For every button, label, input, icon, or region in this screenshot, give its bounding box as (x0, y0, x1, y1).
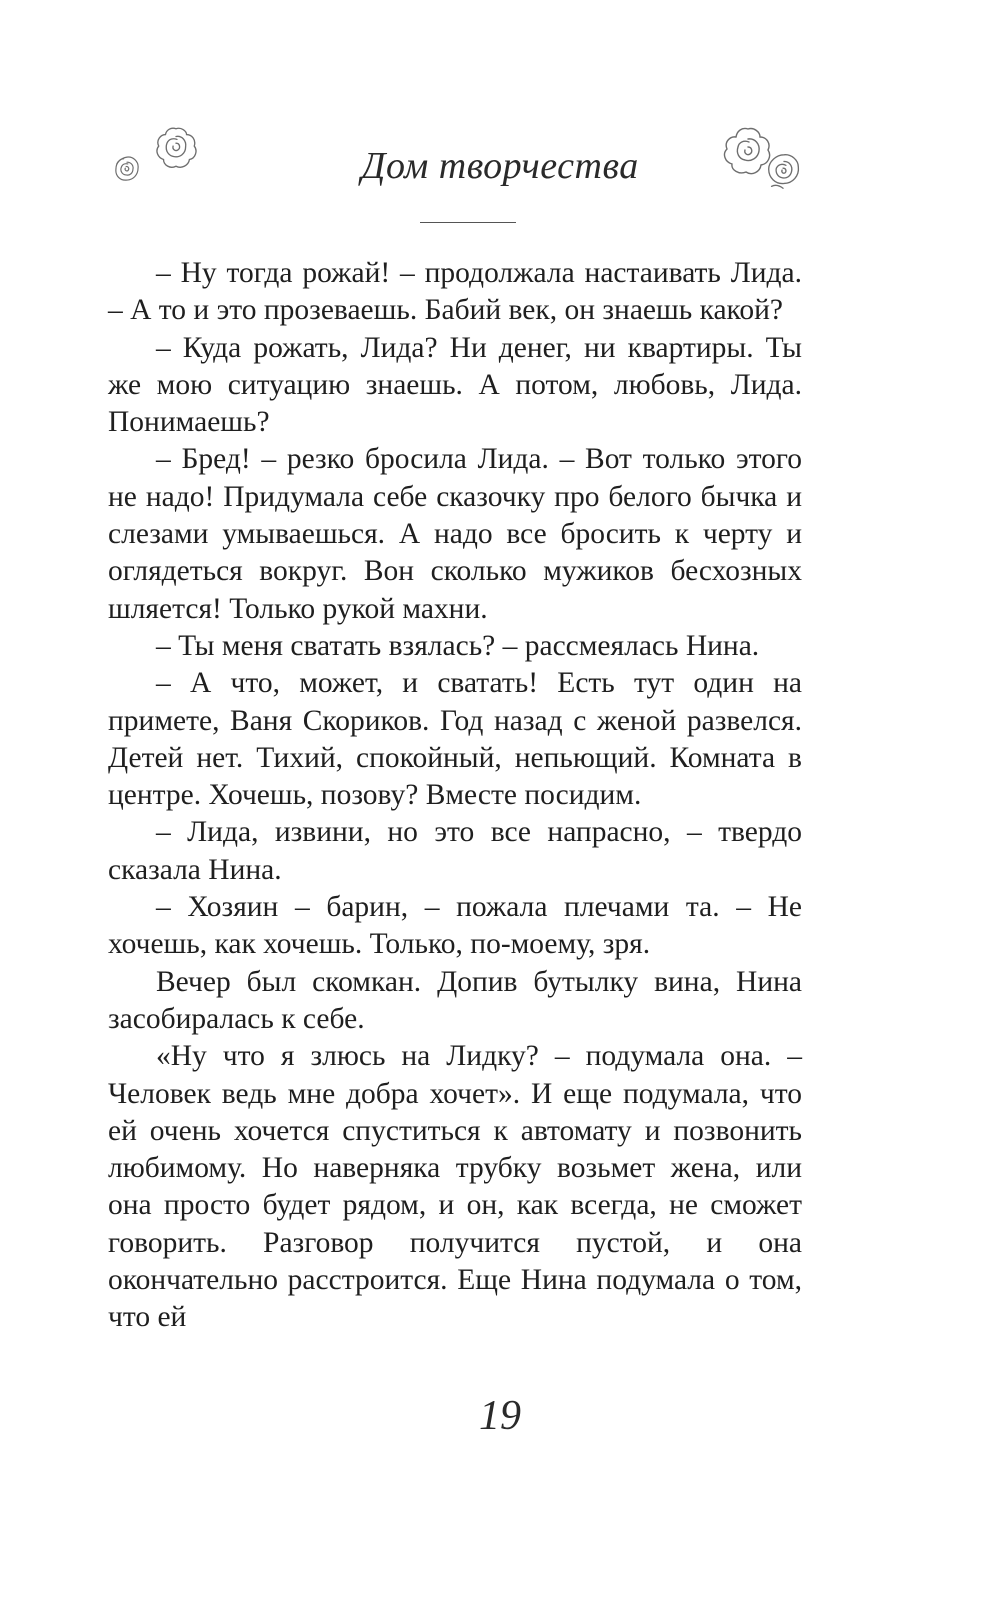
paragraph: «Ну что я злюсь на Лидку? – подумала она. – Человек ведь мне добра хочет». И еще подумала, что ей очень хочется спуститься к автомату и позвонить любимому. Но наверняка трубку возьмет жена, или она просто будет рядом, и он, как всегда, не сможет говорить. Разговор получится пустой, и она окончательно расстроится. Еще Нина подумала о том, что ей (108, 1040, 802, 1334)
paragraph: Вечер был скомкан. Допив бутылку вина, Нина засобиралась к себе. (108, 965, 802, 1035)
body-text (108, 255, 802, 1337)
page-header (0, 110, 1000, 250)
running-title: Дом творчества (361, 145, 639, 187)
header-divider (420, 222, 516, 223)
rose-doodle-icon (762, 150, 806, 194)
paragraph: – Ну тогда рожай! – продолжала настаивать Лида. – А то и это прозеваешь. Бабий век, он знаешь какой? (108, 257, 802, 327)
paragraph: – Бред! – резко бросила Лида. – Вот только этого не надо! Придумала себе сказочку про белого бычка и слезами умываешься. А надо все бросить к черту и оглядеться вокруг. Вон сколько мужиков бесхозных шляется! Только рукой махни. (108, 443, 802, 625)
paragraph: – Ты меня сватать взялась? – рассмеялась Нина. (156, 629, 760, 662)
paragraph: – Лида, извини, но это все напрасно, – твердо сказала Нина. (108, 816, 802, 886)
page-number: 19 (479, 1393, 521, 1439)
paragraph: – Хозяин – барин, – пожала плечами та. – Не хочешь, как хочешь. Только, по-моему, зря. (108, 891, 802, 961)
paragraph: – Куда рожать, Лида? Ни денег, ни квартиры. Ты же мою ситуацию знаешь. А потом, любовь, Лида. Понимаешь? (108, 331, 802, 439)
paragraph: – А что, может, и сватать! Есть тут один на примете, Ваня Скориков. Год назад с женой развелся. Детей нет. Тихий, спокойный, непьющий. Комната в центре. Хочешь, позову? Вместе посидим. (108, 667, 802, 812)
